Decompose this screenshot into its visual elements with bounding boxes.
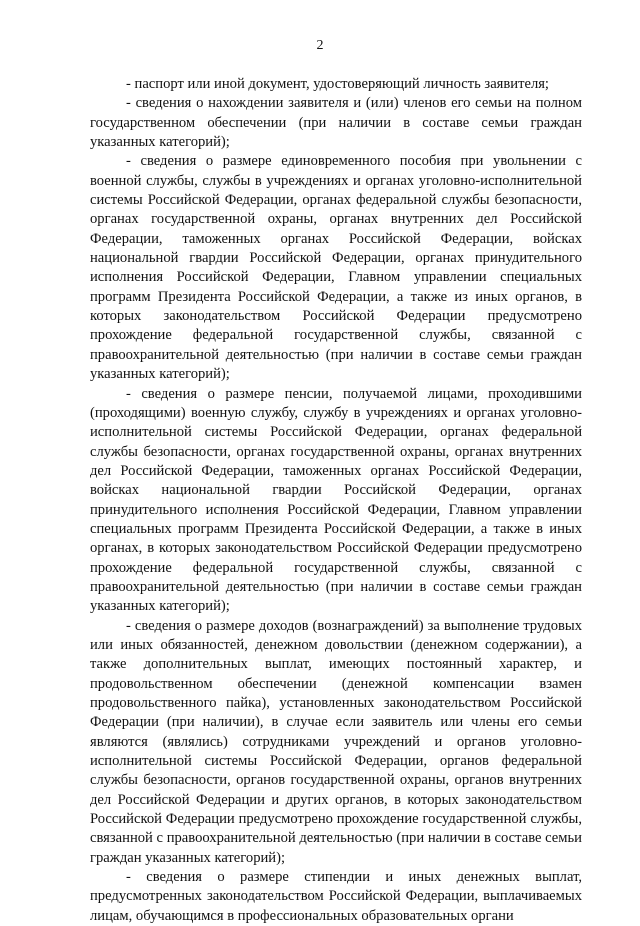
paragraph-income: - сведения о размере доходов (вознаграждений) за выполнение трудовых или иных обязанностей, денежном довольствии (денежном содержании), а также дополнительных выплат, имеющих постоянный характер, и продовольственном обеспечении (денежной компенсации взамен продовольственного пайка), установленных законодательством Российской Федерации (при наличии), в случае если заявитель или члены его семьи являются (являлись) сотрудниками учреждений и органов уголовно-исполнительной системы Российской Федерации, органов федеральной службы безопасности, органов государственной охраны, органов внутренних дел Российской Федерации и других органов, в которых законодательством Российской Федерации предусмотрено прохождение государственной службы, связанной с правоохранительной деятельностью (при наличии в составе семьи граждан указанных категорий); <box>90 617 582 866</box>
paragraph-scholarship: - сведения о размере стипендии и иных денежных выплат, предусмотренных законодательством Российской Федерации, выплачиваемых лицам, обучающимся в профессиональных образовательных органи <box>90 869 582 924</box>
paragraph-severance-allowance: - сведения о размере единовременного пособия при увольнении с военной службы, службы в учреждениях и органах уголовно-исполнительной системы Российской Федерации, органах федеральной службы безопасности, органах государственной охраны, органах внутренних дел Российской Федерации, таможенных органах Российской Федерации, войсках национальной гвардии Российской Федерации, органах принудительного исполнения Российской Федерации, Главном управлении специальных программ Президента Российской Федерации, а также из иных органов, в которых законодательством Российской Федерации предусмотрено прохождение федеральной государственной службы, связанной с правоохранительной деятельностью (при наличии в составе семьи граждан указанных категорий); <box>90 153 582 383</box>
paragraph-passport: - паспорт или иной документ, удостоверяющий личность заявителя; <box>126 76 549 92</box>
document-body <box>90 75 582 926</box>
paragraph-pension: - сведения о размере пенсии, получаемой лицами, проходившими (проходящими) военную службу, службу в учреждениях и органах уголовно-исполнительной системы Российской Федерации, органах федеральной службы безопасности, органах государственной охраны, органах внутренних дел Российской Федерации, таможенных органах Российской Федерации, войсках национальной гвардии Российской Федерации, органах принудительного исполнения Российской Федерации, Главном управлении специальных программ Президента Российской Федерации, а также в иных органах, в которых законодательством Российской Федерации предусмотрено прохождение федеральной государственной службы, связанной с правоохранительной деятельностью (при наличии в составе семьи граждан указанных категорий); <box>90 385 582 615</box>
paragraph-state-support: - сведения о нахождении заявителя и (или) членов его семьи на полном государственном обеспечении (при наличии в составе семьи граждан указанных категорий); <box>90 95 582 151</box>
page-number: 2 <box>316 38 324 53</box>
